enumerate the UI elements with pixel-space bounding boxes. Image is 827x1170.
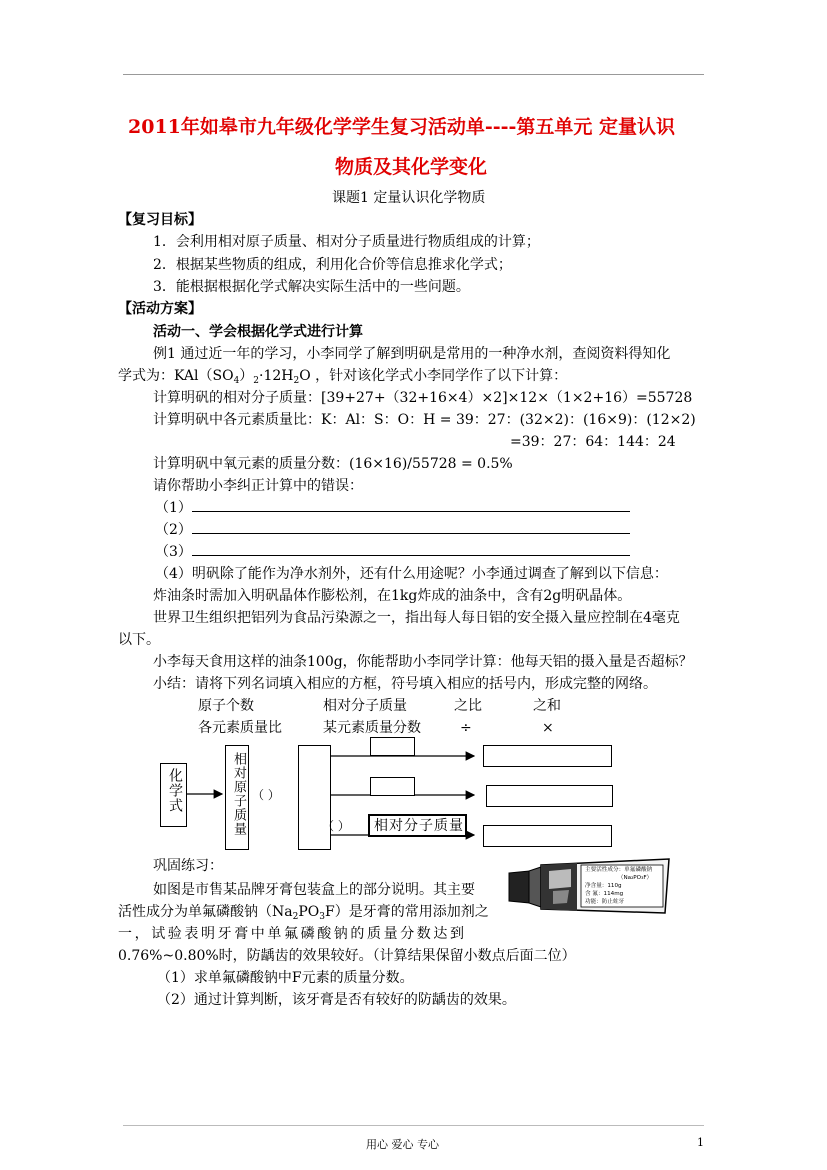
info-3: 小李每天食用这样的油条100g，你能帮助小李同学计算：他每天铝的摄入量是否超标？ (153, 654, 693, 670)
info-1: 炸油条时需加入明矾晶体作膨松剂，在1kg炸成的油条中，含有2g明矾晶体。 (153, 588, 632, 604)
question-4: （4）明矾除了能作为净水剂外，还有什么用途呢？小李通过调查了解到以下信息： (155, 566, 668, 582)
blank-box-small-2[interactable] (370, 777, 415, 796)
goals-heading: 【复习目标】 (118, 212, 202, 228)
term: 某元素质量分数 (323, 720, 421, 736)
calc-molar-mass: 计算明矾的相对分子质量：[39+27+（32+16×4）×2]×12×（1×2+16）=55728 (153, 390, 693, 406)
practice-heading: 巩固练习： (153, 858, 223, 874)
term: ÷ (460, 720, 472, 736)
calc-mass-ratio: 计算明矾中各元素质量比：K：Al：S：O：H = 39：27：(32×2)：(16×9)：(12×2) (153, 412, 696, 428)
page-number: 1 (697, 1136, 704, 1149)
term: 之比 (454, 698, 482, 714)
page-title-line2: 物质及其化学变化 (335, 156, 488, 178)
formula-box: 化学式 (160, 763, 187, 827)
blank-box-large-2[interactable] (486, 785, 613, 807)
diagram-paren-1: （ ） (252, 788, 280, 802)
summary-prompt: 小结：请将下列名词填入相应的方框，符号填入相应的括号内，形成完整的网络。 (153, 676, 657, 692)
formula-line: 学式为：$KAl(SO_4)_2\cdot 12H_2O$ ，针对该化学式小李同学作了以下计算： (118, 368, 568, 386)
answer-blank-3[interactable]: （3） (155, 543, 630, 561)
term: 各元素质量比 (198, 720, 282, 736)
term: × (542, 720, 554, 736)
plan-heading: 【活动方案】 (118, 301, 202, 317)
term: 之和 (533, 698, 561, 714)
blank-box-small-1[interactable] (370, 737, 415, 756)
activity-one-heading: 活动一、学会根据化学式进行计算 (153, 324, 363, 340)
term: 原子个数 (198, 698, 254, 714)
blank-box-large-3[interactable] (483, 825, 612, 847)
answer-blank-1[interactable]: （1） (155, 499, 630, 517)
practice-question-2: （2）通过计算判断，该牙膏是否有较好的防龋齿的效果。 (157, 992, 516, 1008)
footer-motto: 用心 爱心 专心 (366, 1138, 439, 1151)
practice-text: 如图是市售某品牌牙膏包装盒上的部分说明。其主要 (153, 882, 475, 898)
tube-label-line: 净含量：110g (585, 883, 622, 889)
header-rule (123, 74, 704, 75)
practice-text: 0.76%~0.80%时，防龋齿的效果较好。（计算结果保留小数点后面二位） (118, 948, 576, 964)
info-2-cont: 以下。 (118, 632, 160, 648)
tube-label-line: （Na₂PO₃F） (617, 875, 653, 881)
calc-oxygen-fraction: 计算明矾中氧元素的质量分数：(16×16)/55728 = 0.5% (153, 456, 513, 472)
page-title-line1: 2011年如皋市九年级化学学生复习活动单----第五单元 定量认识 (128, 116, 676, 138)
goal-item: 3．能根据根据化学式解决实际生活中的一些问题。 (153, 279, 470, 295)
goal-item: 1．会利用相对原子质量、相对分子质量进行物质组成的计算； (153, 234, 540, 250)
diagram-paren-3: （ ） (322, 819, 350, 833)
practice-text: 一，试验表明牙膏中单氟磷酸钠的质量分数达到 (118, 926, 467, 942)
example-intro: 例1 通过近一年的学习，小李同学了解到明矾是常用的一种净水剂，查阅资料得知化 (153, 346, 671, 362)
tube-label-line: 功能：防止蛀牙 (585, 899, 625, 905)
tube-label-line: 主要活性成分：单氟磷酸钠 (585, 867, 653, 873)
lesson-title: 课题1 定量认识化学物质 (332, 190, 486, 206)
correct-prompt: 请你帮助小李纠正计算中的错误： (153, 478, 363, 494)
info-2: 世界卫生组织把铝列为食品污染源之一，指出每人每日铝的安全摄入量应控制在4毫克 (153, 610, 680, 626)
toothpaste-tube-image (505, 857, 672, 915)
atomic-mass-box: 相对原子质量 (225, 745, 249, 850)
practice-text: 活性成分为单氟磷酸钠$(Na_2PO_3F)$是牙膏的常用添加剂之 (118, 904, 489, 922)
term: 相对分子质量 (323, 698, 407, 714)
practice-question-1: （1）求单氟磷酸钠中F元素的质量分数。 (157, 970, 414, 986)
blank-box-large-1[interactable] (483, 745, 612, 767)
footer-rule (123, 1125, 704, 1126)
molecular-mass-box: 相对分子质量 (368, 814, 467, 837)
goal-item: 2．根据某些物质的组成，利用化合价等信息推求化学式； (153, 257, 512, 273)
calc-mass-ratio-result: =39：27：64：144：24 (510, 434, 676, 450)
tube-label-line: 含 氟：114mg (585, 891, 624, 897)
answer-blank-2[interactable]: （2） (155, 521, 630, 539)
